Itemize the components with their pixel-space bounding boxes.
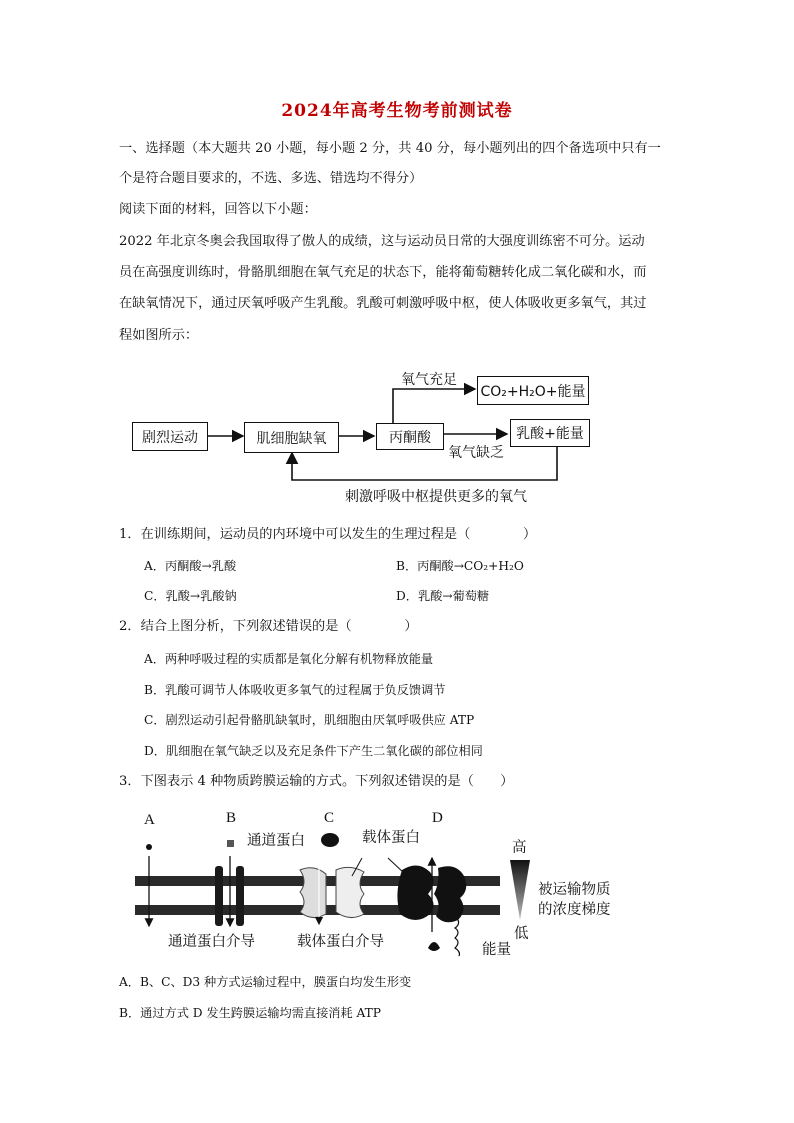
q2-option-b: B．乳酸可调节人体吸收更多氧气的过程属于负反馈调节 bbox=[144, 683, 446, 697]
q3-stem: 3．下图表示 4 种物质跨膜运输的方式。下列叙述错误的是（ ） bbox=[119, 774, 514, 789]
q2-option-a: A．两种呼吸过程的实质都是氧化分解有机物释放能量 bbox=[144, 652, 434, 666]
flow-box-pyruvate: 丙酮酸 bbox=[376, 423, 444, 450]
page-title: 2024年高考生物考前测试卷 bbox=[281, 101, 513, 121]
label-feedback: 刺激呼吸中枢提供更多的氧气 bbox=[345, 489, 527, 505]
flow-box-exercise: 剧烈运动 bbox=[132, 422, 208, 451]
passage-line-2: 员在高强度训练时，骨骼肌细胞在氧气充足的状态下，能将葡萄糖转化成二氧化碳和水，而 bbox=[119, 265, 647, 280]
label-carrier-protein: 载体蛋白 bbox=[362, 830, 420, 846]
carrier-protein-d-right bbox=[434, 866, 466, 922]
molecule-c bbox=[321, 833, 339, 847]
gradient-wedge bbox=[510, 860, 530, 920]
q3-option-b: B．通过方式 D 发生跨膜运输均需直接消耗 ATP bbox=[119, 1006, 382, 1020]
molecule-d bbox=[428, 942, 440, 951]
label-high: 高 bbox=[512, 840, 527, 856]
molecule-a bbox=[146, 844, 152, 850]
channel-protein-left bbox=[215, 866, 223, 926]
molecule-b bbox=[227, 840, 234, 847]
q3-option-a: A．B、C、D3 种方式运输过程中，膜蛋白均发生形变 bbox=[119, 975, 412, 989]
passage-line-1: 2022 年北京冬奥会我国取得了傲人的成绩，这与运动员日常的大强度训练密不可分。运动 bbox=[119, 234, 645, 249]
flow-box-hypoxia: 肌细胞缺氧 bbox=[244, 422, 339, 453]
q2-option-c: C．剧烈运动引起骨骼肌缺氧时，肌细胞由厌氧呼吸供应 ATP bbox=[144, 713, 475, 727]
label-method-d: D bbox=[432, 810, 443, 826]
section-heading-line1: 一、选择题（本大题共 20 小题，每小题 2 分，共 40 分，每小题列出的四个备选项中只有一 bbox=[119, 141, 661, 156]
label-channel-mediated: 通道蛋白介导 bbox=[168, 934, 255, 950]
q2-option-d: D．肌细胞在氧气缺乏以及充足条件下产生二氧化碳的部位相同 bbox=[144, 744, 483, 758]
passage-line-4: 程如图所示： bbox=[119, 328, 199, 343]
label-method-b: B bbox=[226, 810, 237, 826]
flow-box-anaerobic-products: 乳酸+能量 bbox=[510, 419, 590, 447]
q2-stem: 2．结合上图分析，下列叙述错误的是（ ） bbox=[119, 619, 418, 634]
label-low: 低 bbox=[514, 926, 529, 942]
section-heading-line2: 个是符合题目要求的，不选、多选、错选均不得分） bbox=[119, 171, 423, 186]
label-oxygen-lack: 氧气缺乏 bbox=[448, 445, 504, 461]
carrier-protein-c-left bbox=[300, 868, 326, 918]
label-channel-protein: 通道蛋白 bbox=[247, 833, 305, 849]
pointer-carrier-2 bbox=[388, 858, 405, 874]
carrier-protein-c-right bbox=[336, 867, 364, 917]
q1-stem: 1．在训练期间，运动员的内环境中可以发生的生理过程是（ ） bbox=[119, 527, 537, 542]
q1-option-b: B．丙酮酸→CO₂+H₂O bbox=[396, 559, 524, 573]
label-method-a: A bbox=[144, 812, 155, 828]
q1-option-a: A．丙酮酸→乳酸 bbox=[144, 559, 237, 573]
carrier-protein-d-left bbox=[397, 865, 433, 920]
flow-box-aerobic-products: CO₂+H₂O+能量 bbox=[477, 376, 589, 405]
label-energy: 能量 bbox=[482, 942, 511, 958]
label-oxygen-sufficient: 氧气充足 bbox=[401, 372, 457, 388]
channel-protein-right bbox=[236, 866, 244, 926]
passage-line-3: 在缺氧情况下，通过厌氧呼吸产生乳酸。乳酸可刺激呼吸中枢，使人体吸收更多氧气，其过 bbox=[119, 296, 647, 311]
label-gradient-line2: 的浓度梯度 bbox=[538, 902, 611, 918]
q1-option-d: D．乳酸→葡萄糖 bbox=[396, 589, 490, 603]
reading-intro: 阅读下面的材料，回答以下小题： bbox=[119, 202, 317, 217]
label-carrier-mediated: 载体蛋白介导 bbox=[297, 934, 384, 950]
energy-squiggle bbox=[455, 918, 460, 956]
label-method-c: C bbox=[324, 810, 335, 826]
label-gradient-line1: 被运输物质 bbox=[538, 882, 611, 898]
q1-option-c: C．乳酸→乳酸钠 bbox=[144, 589, 237, 603]
